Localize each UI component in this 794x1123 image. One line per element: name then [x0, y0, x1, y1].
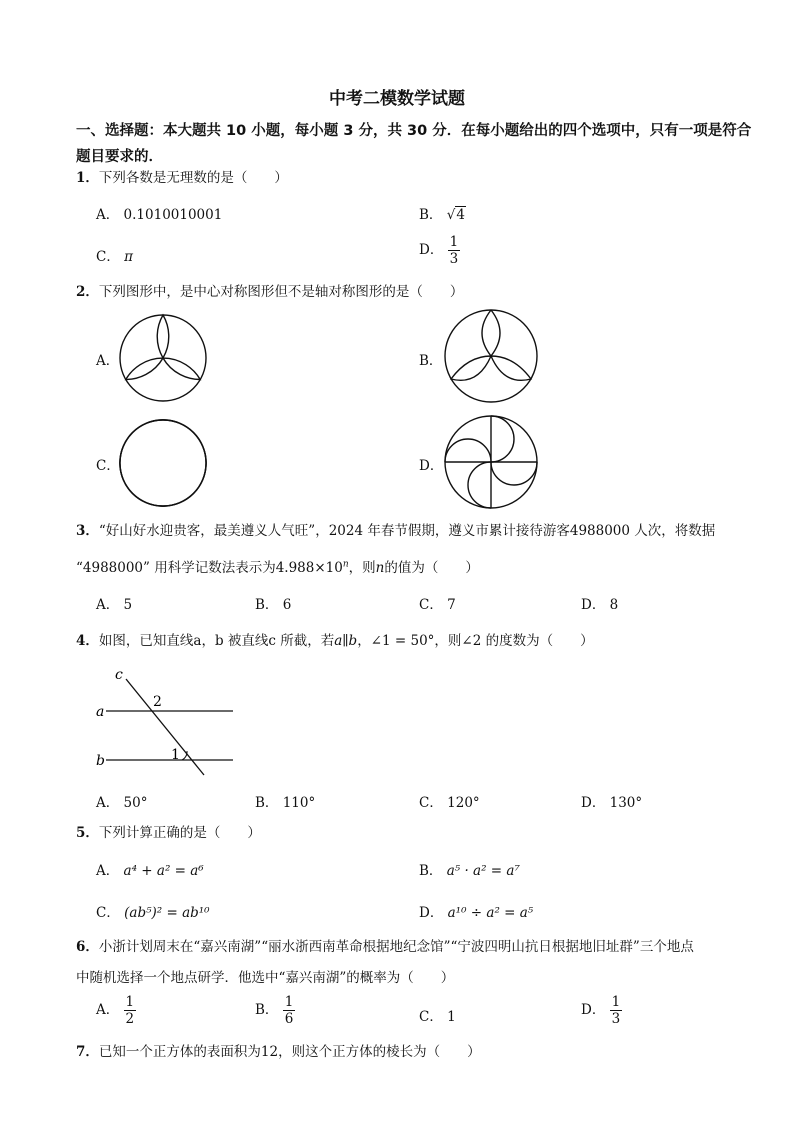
q6-option-a[interactable]: A． $\frac{1}{2}$: [96, 994, 135, 1027]
q5-option-c[interactable]: C． (ab⁵)² = ab¹⁰: [96, 905, 210, 921]
q4-option-a[interactable]: A． 50°: [96, 795, 148, 811]
label-angle-2: 2: [153, 694, 162, 710]
section-heading: 一、选择题：本大题共 10 小题，每小题 3 分，共 30 分．在每小题给出的四个选项中，只有一项是符合题目要求的．: [76, 123, 752, 165]
q1-option-c[interactable]: C． π: [96, 249, 134, 265]
q2-option-a[interactable]: A．: [96, 353, 120, 369]
question-6: [76, 935, 694, 955]
figure-parallel-lines-transversal: [90, 665, 250, 780]
question-3-line2: “4988000” 用科学记数法表示为$4.988\times 10^n$，则n的值为（ ）: [76, 559, 479, 576]
question-text: 下列图形中，是中心对称图形但不是轴对称图形的是（ ）: [98, 284, 464, 300]
q6-option-d[interactable]: D． $\frac{1}{3}$: [581, 994, 621, 1027]
question-3: [76, 519, 715, 539]
figure-circle-four-arcs: [118, 418, 208, 508]
question-number: 7．: [76, 1044, 99, 1060]
question-text: 下列各数是无理数的是（ ）: [98, 170, 288, 186]
question-number: 2．: [76, 284, 99, 300]
q3-option-a[interactable]: A． 5: [96, 597, 133, 613]
q6-option-c[interactable]: C． 1: [419, 1009, 456, 1025]
sqrt-expression: √4: [446, 207, 465, 223]
fraction: $\frac{1}{3}$: [449, 234, 459, 267]
question-text: 已知一个正方体的表面积为12，则这个正方体的棱长为（ ）: [98, 1044, 481, 1060]
question-number: 6．: [76, 939, 99, 955]
q3-option-b[interactable]: B． 6: [255, 597, 292, 613]
question-1: [76, 166, 288, 186]
question-7: [76, 1040, 481, 1060]
label-c: c: [115, 667, 123, 683]
label-a: a: [96, 704, 105, 720]
figure-circle-three-petals: [443, 308, 539, 404]
q4-option-d[interactable]: D． 130°: [581, 795, 643, 811]
question-text: 下列计算正确的是（ ）: [98, 825, 261, 841]
question-number: 1．: [76, 170, 99, 186]
question-number: 3．: [76, 523, 99, 539]
q2-option-c[interactable]: C．: [96, 458, 120, 474]
q1-option-b[interactable]: B． √4: [419, 207, 465, 223]
q6-option-b[interactable]: B． $\frac{1}{6}$: [255, 994, 294, 1027]
q4-option-c[interactable]: C． 120°: [419, 795, 480, 811]
q4-option-b[interactable]: B． 110°: [255, 795, 316, 811]
question-text-line1: “好山好水迎贵客，最美遵义人气旺”，2024 年春节假期，遵义市累计接待游客4988000 人次，将数据: [98, 523, 716, 539]
q2-option-d[interactable]: D．: [419, 458, 444, 474]
q5-option-b[interactable]: B． a⁵ · a² = a⁷: [419, 863, 520, 879]
q5-option-d[interactable]: D． a¹⁰ ÷ a² = a⁵: [419, 905, 534, 921]
question-5: [76, 821, 261, 841]
q3-option-c[interactable]: C． 7: [419, 597, 456, 613]
label-b: b: [96, 753, 105, 769]
q3-option-d[interactable]: D． 8: [581, 597, 619, 613]
question-2: [76, 280, 463, 300]
q2-option-b[interactable]: B．: [419, 353, 443, 369]
question-6-line2: 中随机选择一个地点研学．他选中“嘉兴南湖”的概率为（ ）: [76, 970, 455, 986]
question-text-line1: 小浙计划周末在“嘉兴南湖”“丽水浙西南革命根据地纪念馆”“宁波四明山抗日根据地旧址群”三个地点: [98, 939, 694, 955]
label-angle-1: 1: [171, 747, 180, 763]
q1-option-a[interactable]: A． 0.1010010001: [96, 207, 223, 223]
question-number: 5．: [76, 825, 99, 841]
question-4: 4．如图，已知直线a，b 被直线c 所截，若a∥b，∠1 = 50°，则∠2 的度数为（ ）: [76, 633, 594, 649]
question-number: 4．: [76, 633, 99, 649]
figure-circle-pinwheel: [443, 414, 539, 510]
q1-option-d[interactable]: D． $\frac{1}{3}$: [419, 234, 459, 267]
page-title: 中考二模数学试题: [329, 89, 465, 109]
figure-circle-curved-triangle: [118, 313, 208, 403]
q5-option-a[interactable]: A． a⁴ + a² = a⁶: [96, 863, 204, 879]
